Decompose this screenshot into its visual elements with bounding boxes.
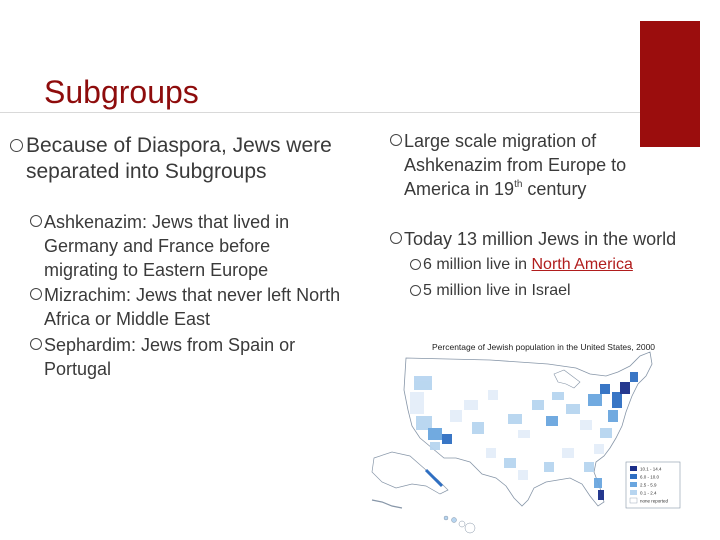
hollow-bullet-icon xyxy=(390,134,402,146)
legend-swatch-2 xyxy=(630,474,637,479)
left-sub-bullet-2 xyxy=(30,283,348,331)
right-sub-bullet-2 xyxy=(410,280,710,302)
legend-swatch-1 xyxy=(630,466,637,471)
map-title: Percentage of Jewish population in the United States, 2000 xyxy=(432,342,656,352)
north-america-link[interactable]: North America xyxy=(531,256,633,273)
legend-swatch-5 xyxy=(630,498,637,503)
legend-label-2: 6.0 - 10.0 xyxy=(640,474,660,480)
hollow-bullet-icon xyxy=(390,232,402,244)
slide-title: Subgroups xyxy=(44,74,199,110)
legend-label-3: 2.5 - 5.9 xyxy=(640,482,657,488)
legend-swatch-3 xyxy=(630,482,637,487)
right-bullet-2-text: Today 13 million Jews in the world xyxy=(404,229,677,249)
hollow-bullet-icon xyxy=(30,215,42,227)
hollow-bullet-icon xyxy=(30,338,42,350)
right-bullet-1-main: Large scale migration of Ashkenazim from Europe to America in 19 xyxy=(404,131,627,199)
us-jewish-population-map xyxy=(368,330,720,540)
right-bullet-1 xyxy=(390,129,690,201)
right-sub-bullet-1-text xyxy=(423,254,710,276)
map-legend xyxy=(626,462,680,508)
right-sub-bullet-2-text: 5 million live in Israel xyxy=(423,282,571,299)
superscript-th: th xyxy=(514,179,523,190)
right-bullet-1-tail: century xyxy=(522,179,587,199)
legend-label-1: 10.1 - 14.4 xyxy=(640,466,662,472)
left-sub-bullet-3-text: Sephardim: Jews from Spain or Portugal xyxy=(44,335,296,379)
left-main-bullet-text: Because of Diaspora, Jews were separated into Subgroups xyxy=(26,134,332,183)
alaska-shape xyxy=(372,452,448,494)
legend-label-4: 0.1 - 2.4 xyxy=(640,490,657,496)
hollow-bullet-icon xyxy=(410,285,421,296)
right-sub-bullet-1 xyxy=(410,254,710,276)
hollow-bullet-icon xyxy=(30,288,42,300)
hollow-bullet-icon xyxy=(410,259,421,270)
left-sub-bullet-1 xyxy=(30,210,348,282)
left-sub-bullet-2-text: Mizrachim: Jews that never left North Africa or Middle East xyxy=(44,285,341,329)
hawaii-shape xyxy=(444,516,475,533)
right-bullet-2 xyxy=(390,227,720,251)
left-sub-bullet-3 xyxy=(30,333,348,381)
left-sub-bullet-1-text: Ashkenazim: Jews that lived in Germany and France before migrating to Eastern Europe xyxy=(44,212,290,280)
right-sub-bullet-1-prefix: 6 million live in xyxy=(423,256,532,273)
title-divider xyxy=(0,112,640,113)
legend-label-5: none reported xyxy=(640,498,669,504)
aleutian-islands-shape xyxy=(372,500,402,508)
left-main-bullet xyxy=(10,133,350,185)
right-bullet-1-text xyxy=(404,129,690,201)
legend-swatch-4 xyxy=(630,490,637,495)
hollow-bullet-icon xyxy=(10,139,23,152)
